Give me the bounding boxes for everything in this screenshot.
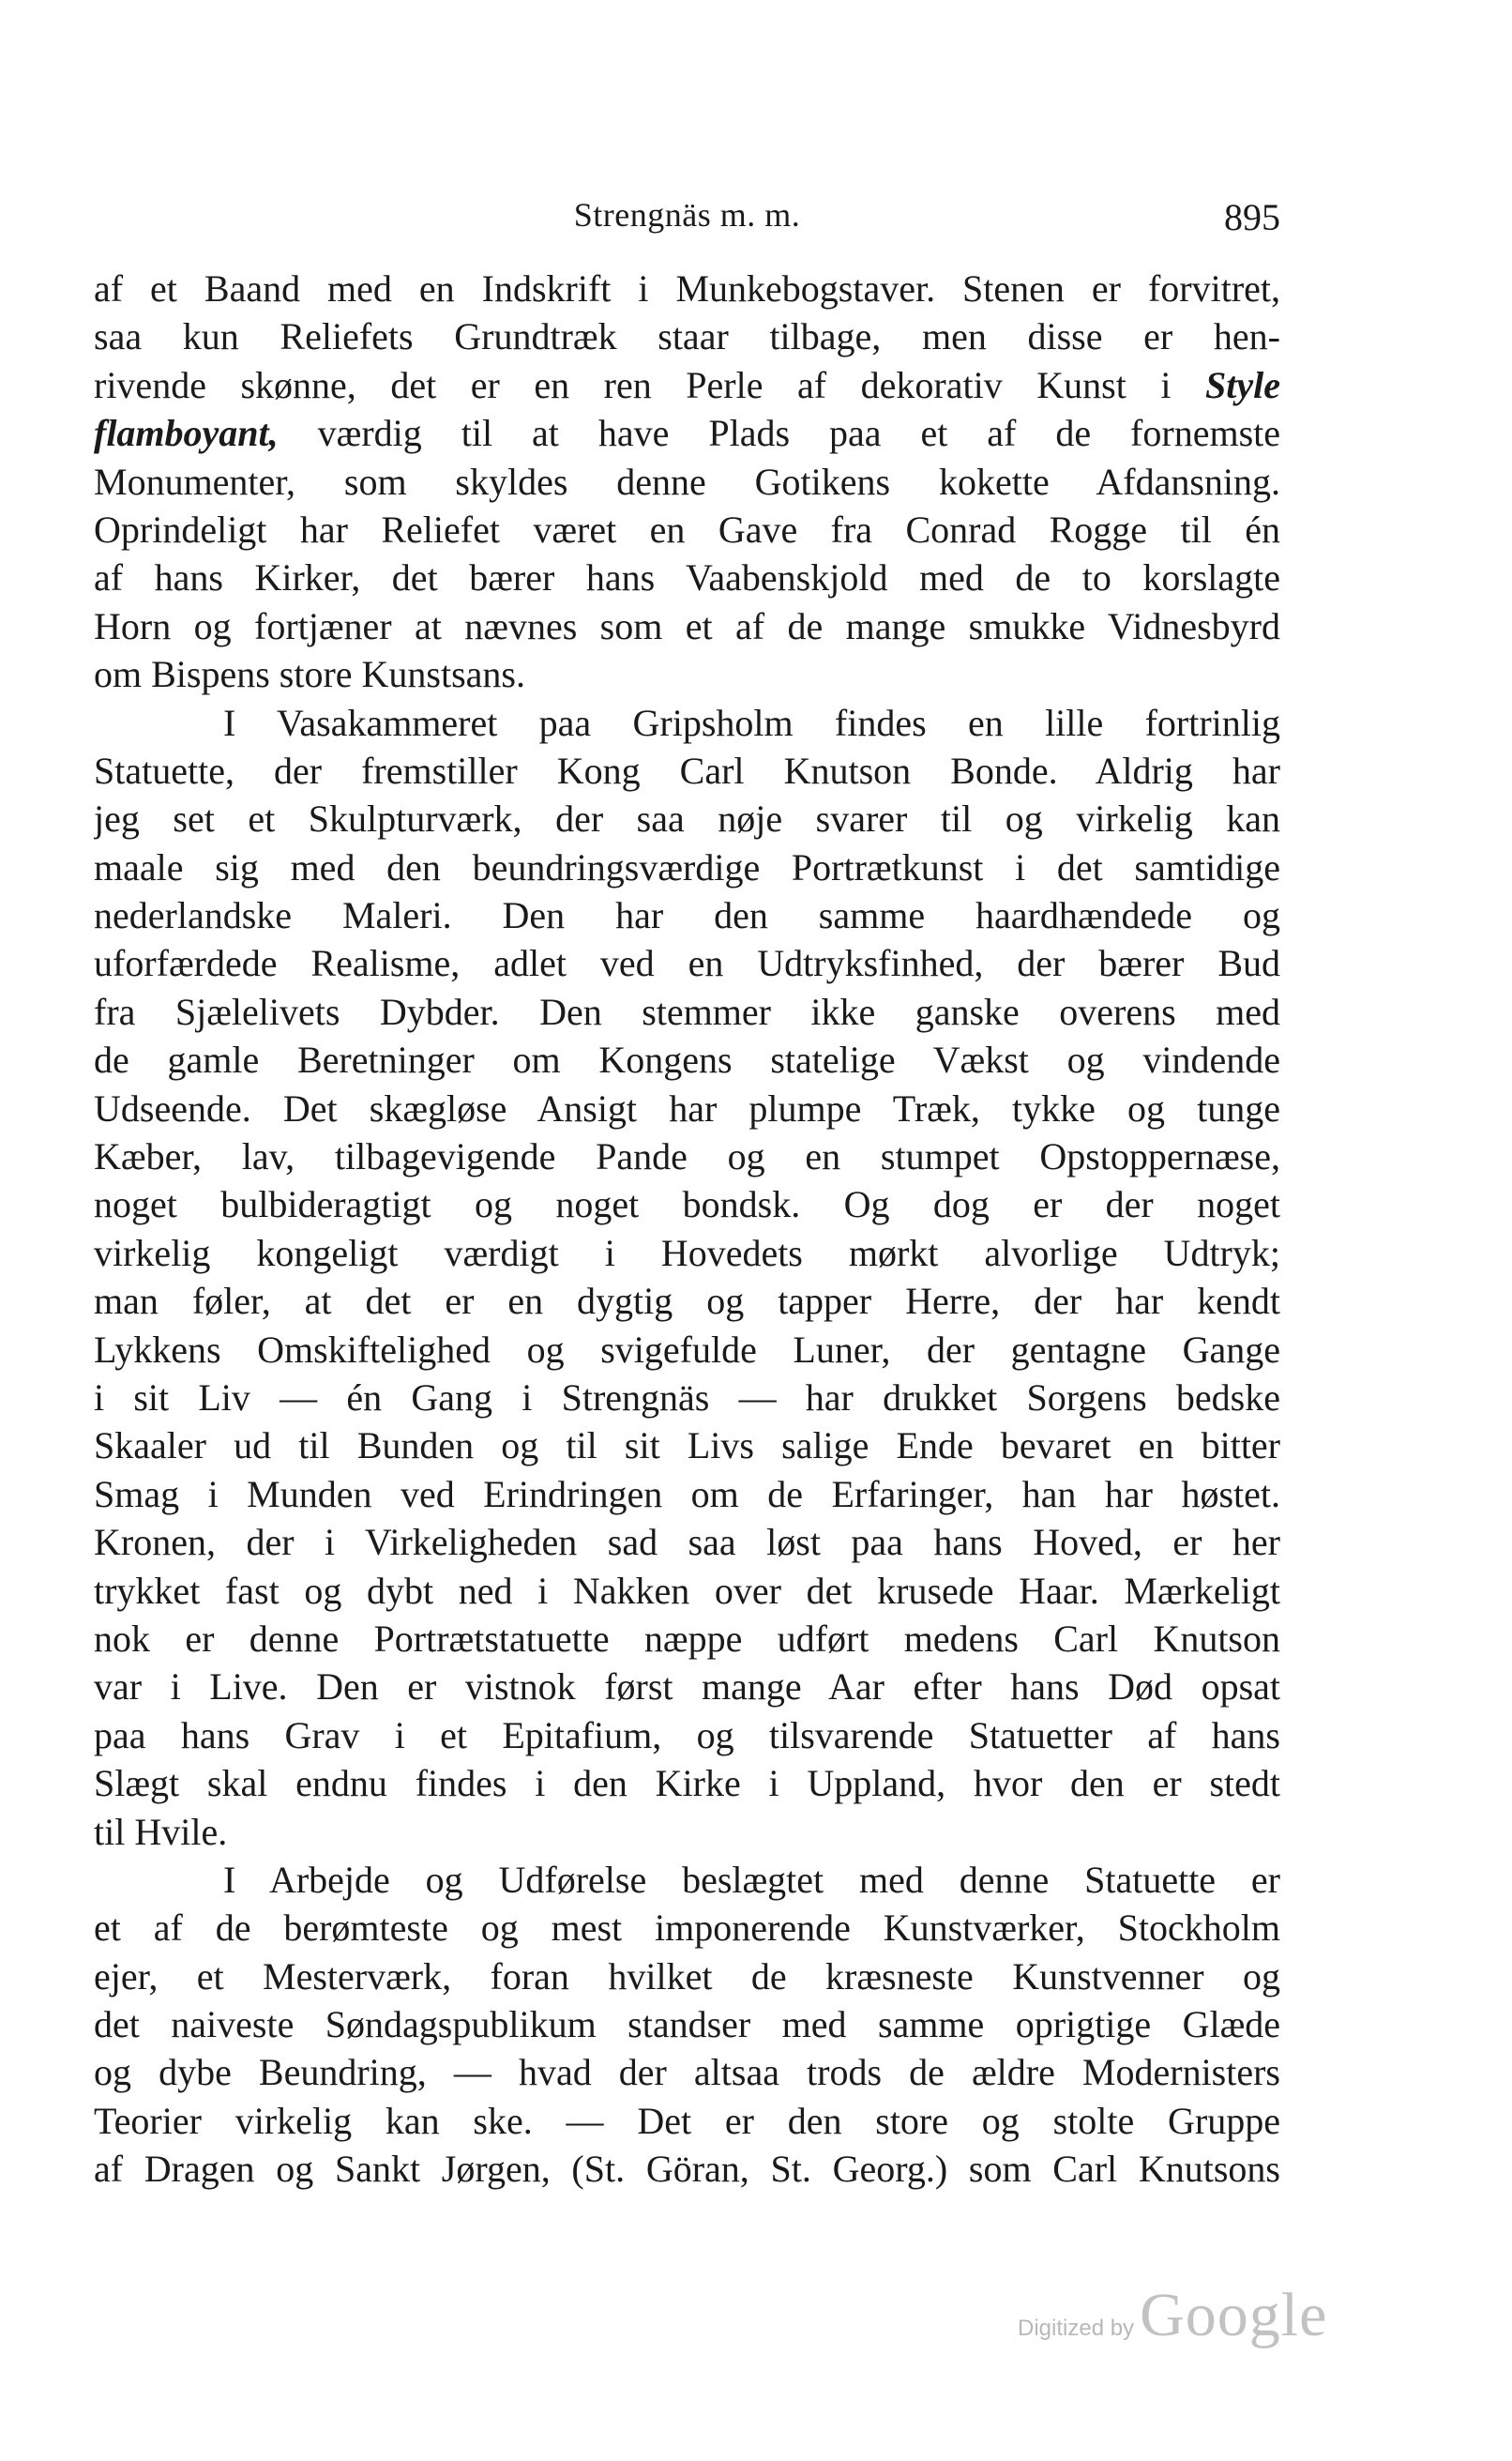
italic-term: flamboyant,: [94, 412, 279, 455]
text-line: af hans Kirker, det bærer hans Vaabenskjold med de to korslagte: [94, 556, 1280, 600]
text-line: af et Baand med en Indskrift i Munkebogstaver. Stenen er forvitret,: [94, 267, 1280, 310]
text-line: I Vasakammeret paa Gripsholm findes en lille fortrinlig: [223, 701, 1280, 744]
text-line: de gamle Beretninger om Kongens statelige Vækst og vindende: [94, 1039, 1280, 1082]
text-line: af Dragen og Sankt Jørgen, (St. Göran, St. Georg.) som Carl Knutsons: [94, 2148, 1280, 2191]
google-logo-text: Google: [1140, 2281, 1328, 2349]
running-title: Strengnäs m. m.: [573, 196, 801, 234]
text-line: jeg set et Skulpturværk, der saa nøje svarer til og virkelig kan: [94, 798, 1280, 841]
text-line: var i Live. Den er vistnok først mange Aar efter hans Død opsat: [94, 1665, 1280, 1709]
text-line: og dybe Beundring, — hvad der altsaa trods de ældre Modernisters: [94, 2051, 1280, 2094]
text-line: [94, 409, 1280, 457]
text-line: i sit Liv — én Gang i Strengnäs — har drukket Sorgens bedske: [94, 1375, 1280, 1419]
text-line: Udseende. Det skægløse Ansigt har plumpe Træk, tykke og tunge: [94, 1086, 1280, 1130]
text-line: I Arbejde og Udførelse beslægtet med denne Statuette er: [223, 1858, 1280, 1901]
text-line: Lykkens Omskiftelighed og svigefulde Luner, der gentagne Gange: [94, 1328, 1280, 1371]
digitized-by-google-watermark: [1018, 2280, 1327, 2355]
text-line: ejer, et Mesterværk, foran hvilket de kræsneste Kunstvenner og: [94, 1954, 1280, 1998]
text-line: man føler, at det er en dygtig og tapper Herre, der har kendt: [94, 1280, 1280, 1323]
text-line: til Hvile.: [94, 1810, 228, 1853]
text-line: nederlandske Maleri. Den har den samme haardhændede og: [94, 894, 1280, 937]
text-line: Statuette, der fremstiller Kong Carl Knutson Bonde. Aldrig har: [94, 749, 1280, 792]
text-line: uforfærdede Realisme, adlet ved en Udtryksfinhed, der bærer Bud: [94, 942, 1280, 985]
text-line: noget bulbideragtigt og noget bondsk. Og dog er der noget: [94, 1183, 1280, 1226]
text-line: Smag i Munden ved Erindringen om de Erfaringer, han har høstet.: [94, 1472, 1280, 1515]
text-line: saa kun Reliefets Grundtræk staar tilbage, men disse er hen-: [94, 315, 1280, 358]
text-line: maale sig med den beundringsværdige Portrætkunst i det samtidige: [94, 845, 1280, 889]
text-line: om Bispens store Kunstsans.: [94, 653, 525, 696]
text-line: fra Sjælelivets Dybder. Den stemmer ikke ganske overens med: [94, 990, 1280, 1033]
text-line: Horn og fortjæner at nævnes som et af de mange smukke Vidnesbyrd: [94, 604, 1280, 647]
text-line-segment: rivende skønne, det er en ren Perle af dekorativ Kunst i: [94, 363, 1206, 406]
text-line: et af de berømteste og mest imponerende Kunstværker, Stockholm: [94, 1907, 1280, 1950]
text-line: Kronen, der i Virkeligheden sad saa løst paa hans Hoved, er her: [94, 1521, 1280, 1564]
text-line: Teorier virkelig kan ske. — Det er den store og stolte Gruppe: [94, 2099, 1280, 2142]
text-line: nok er denne Portrætstatuette næppe udført medens Carl Knutson: [94, 1617, 1280, 1660]
text-line: Slægt skal endnu findes i den Kirke i Uppland, hvor den er stedt: [94, 1762, 1280, 1805]
digitized-by-text: Digitized by: [1018, 2316, 1135, 2341]
text-line: Kæber, lav, tilbagevigende Pande og en stumpet Opstoppernæse,: [94, 1135, 1280, 1178]
text-line: [94, 361, 1280, 409]
page-number: 895: [1224, 196, 1280, 238]
text-line: Monumenter, som skyldes denne Gotikens kokette Afdansning.: [94, 460, 1280, 503]
text-line: paa hans Grav i et Epitafium, og tilsvarende Statuetter af hans: [94, 1713, 1280, 1756]
text-line-segment: værdig til at have Plads paa et af de fornemste: [317, 412, 1280, 455]
text-line: det naiveste Søndagspublikum standser med samme oprigtige Glæde: [94, 2003, 1280, 2046]
body-text: [94, 265, 1280, 2194]
text-line: trykket fast og dybt ned i Nakken over det krusede Haar. Mærkeligt: [94, 1569, 1280, 1612]
italic-term: Style: [1205, 363, 1280, 406]
text-line: Skaaler ud til Bunden og til sit Livs salige Ende bevaret en bitter: [94, 1424, 1280, 1467]
text-line: Oprindeligt har Reliefet været en Gave fra Conrad Rogge til én: [94, 508, 1280, 551]
text-line: virkelig kongeligt værdigt i Hovedets mørkt alvorlige Udtryk;: [94, 1231, 1280, 1274]
page-header: [94, 195, 1280, 251]
